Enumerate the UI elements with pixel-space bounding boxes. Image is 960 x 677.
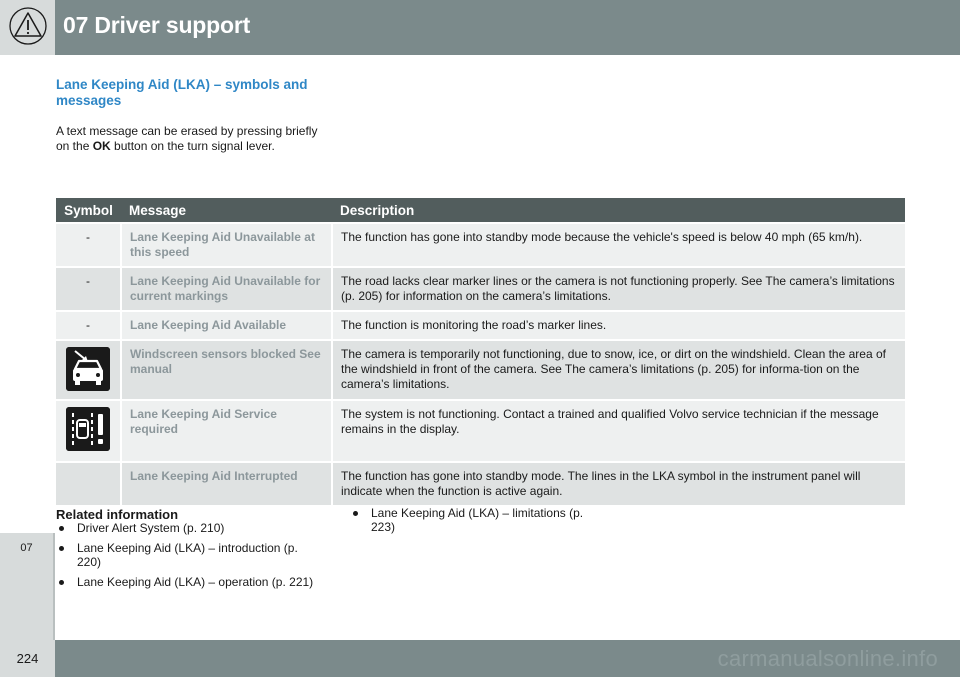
table-row bbox=[56, 311, 905, 340]
related-info-heading: Related information bbox=[56, 507, 179, 522]
message-cell: Lane Keeping Aid Unavailable at this speed bbox=[121, 223, 332, 267]
description-cell: The system is not functioning. Contact a trained and qualified Volvo service technician if the message remains in the display. bbox=[332, 400, 905, 462]
related-links-right bbox=[350, 506, 610, 540]
lka-service-required-icon bbox=[66, 407, 110, 451]
related-link[interactable]: Lane Keeping Aid (LKA) – introduction (p. 220) bbox=[56, 541, 316, 569]
description-cell: The function has gone into standby mode because the vehicle's speed is below 40 mph (65 km/h). bbox=[332, 223, 905, 267]
section-heading: Lane Keeping Aid (LKA) – symbols and messages bbox=[56, 77, 308, 108]
table-header-row bbox=[56, 198, 905, 223]
message-cell: Lane Keeping Aid Service required bbox=[121, 400, 332, 462]
ok-button-label: OK bbox=[92, 139, 111, 153]
symbol-cell bbox=[56, 400, 121, 462]
intro-paragraph bbox=[56, 124, 318, 154]
intro-text-start: A text message can be erased by pressing briefly on the bbox=[56, 124, 318, 153]
symbols-messages-table bbox=[56, 198, 905, 505]
warning-triangle-icon bbox=[8, 6, 48, 46]
chapter-sidebar bbox=[0, 55, 55, 640]
header-message: Message bbox=[121, 198, 332, 223]
page-number: 224 bbox=[0, 640, 55, 677]
footer-bar bbox=[0, 640, 960, 677]
intro-text-end: button on the turn signal lever. bbox=[110, 139, 275, 153]
symbol-cell bbox=[56, 340, 121, 400]
header-bar bbox=[0, 0, 960, 55]
related-link[interactable]: Driver Alert System (p. 210) bbox=[56, 521, 316, 535]
table-row bbox=[56, 340, 905, 400]
windscreen-sensor-blocked-icon bbox=[66, 347, 110, 391]
chapter-tab[interactable] bbox=[0, 533, 55, 640]
header-icon-box bbox=[0, 0, 55, 55]
description-cell: The road lacks clear marker lines or the camera is not functioning properly. See The camera’s limitations (p. 205) for information on the camera’s limitations. bbox=[332, 267, 905, 311]
page-title: 07 Driver support bbox=[63, 12, 251, 38]
message-cell: Lane Keeping Aid Interrupted bbox=[121, 462, 332, 505]
table-row bbox=[56, 462, 905, 505]
table-row bbox=[56, 400, 905, 462]
watermark: carmanualsonline.info bbox=[717, 646, 938, 671]
header-description: Description bbox=[332, 198, 905, 223]
description-cell: The camera is temporarily not functioning, due to snow, ice, or dirt on the windshield. Clean the area of the windshield in front of the camera. See The camera’s limitations (p. 205) for informa-tion on the camera’s limitations. bbox=[332, 340, 905, 400]
chapter-tab-label: 07 bbox=[20, 542, 33, 554]
header-symbol: Symbol bbox=[56, 198, 121, 223]
symbol-cell: - bbox=[56, 311, 121, 340]
related-link[interactable]: Lane Keeping Aid (LKA) – operation (p. 221) bbox=[56, 575, 316, 589]
related-links-left bbox=[56, 521, 316, 595]
symbol-cell: - bbox=[56, 267, 121, 311]
symbol-cell bbox=[56, 462, 121, 505]
message-cell: Windscreen sensors blocked See manual bbox=[121, 340, 332, 400]
table-row bbox=[56, 267, 905, 311]
related-link[interactable]: Lane Keeping Aid (LKA) – limitations (p. 223) bbox=[350, 506, 610, 534]
description-cell: The function is monitoring the road’s marker lines. bbox=[332, 311, 905, 340]
table-row bbox=[56, 223, 905, 267]
symbol-cell: - bbox=[56, 223, 121, 267]
message-cell: Lane Keeping Aid Unavailable for current markings bbox=[121, 267, 332, 311]
description-cell: The function has gone into standby mode. The lines in the LKA symbol in the instrument panel will indicate when the function is active again. bbox=[332, 462, 905, 505]
message-cell: Lane Keeping Aid Available bbox=[121, 311, 332, 340]
